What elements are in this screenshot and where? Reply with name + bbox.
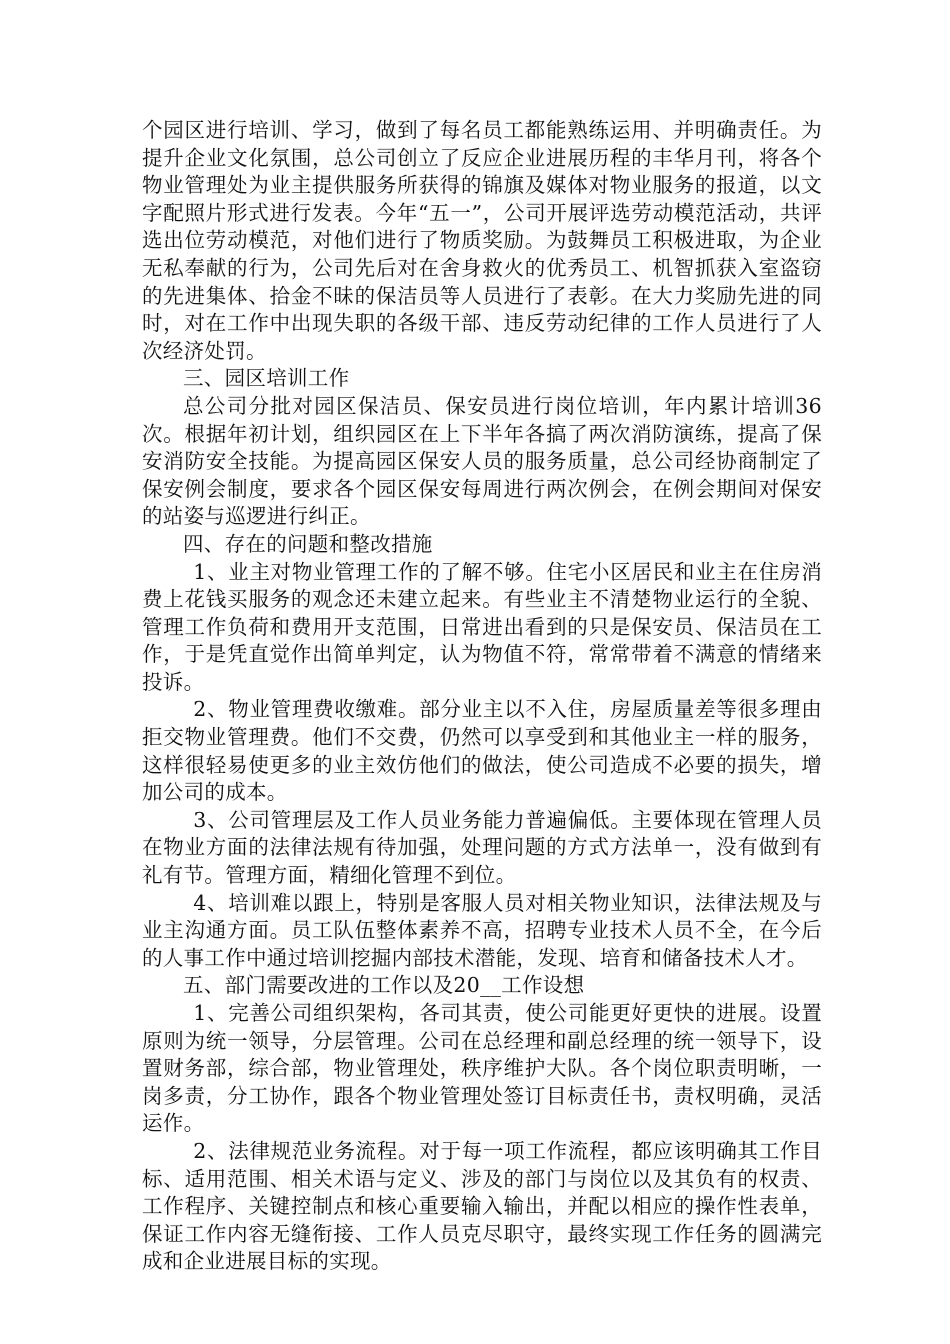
paragraph-training-continued: 个园区进行培训、学习，做到了每名员工都能熟练运用、并明确责任。为提升企业文化氛围，总公司创立了反应企业进展历程的丰华月刊，将各个物业管理处为业主提供服务所获得的锦旗及媒体对物业服务的报道，以文字配照片形式进行发表。今年“五一”，公司开展评选劳动模范活动，共评选出位劳动模范，对他们进行了物质奖励。为鼓舞员工积极进取，为企业无私奉献的行为，公司先后对在舍身救火的优秀员工、机智抓获入室盗窃的先进集体、拾金不昧的保洁员等人员进行了表彰。在大力奖励先进的同时，对在工作中出现失职的各级干部、违反劳动纪律的工作人员进行了人次经济处罚。	[142, 118, 822, 363]
paragraph-problem-2: 2、物业管理费收缴难。部分业主以不入住，房屋质量差等很多理由拒交物业管理费。他们不交费，仍然可以享受到和其他业主一样的服务，这样很轻易使更多的业主效仿他们的做法，使公司造成不必要的损失，增加公司的成本。	[142, 697, 822, 805]
paragraph-improvement-2: 2、法律规范业务流程。对于每一项工作流程，都应该明确其工作目标、适用范围、相关术语与定义、涉及的部门与岗位以及其负有的权责、工作程序、关键控制点和核心重要输入输出，并配以相应的操作性表单，保证工作内容无缝衔接、工作人员克尽职守，最终实现工作任务的圆满完成和企业进展目标的实现。	[142, 1138, 822, 1274]
paragraph-problem-4: 4、培训难以跟上，特别是客服人员对相关物业知识，法律法规及与业主沟通方面。员工队伍整体素养不高，招聘专业技术人员不全，在今后的人事工作中通过培训挖掘内部技术潜能，发现、培育和储备技术人才。	[142, 890, 822, 970]
heading-park-training: 三、园区培训工作	[183, 366, 350, 391]
heading-problems-measures: 四、存在的问题和整改措施	[183, 531, 433, 556]
paragraph-problem-3: 3、公司管理层及工作人员业务能力普遍偏低。主要体现在管理人员在物业方面的法律法规有待加强，处理问题的方式方法单一，没有做到有礼有节。管理方面，精细化管理不到位。	[142, 807, 822, 888]
document-page	[142, 117, 822, 1276]
heading-improvements-plans: 五、部门需要改进的工作以及20__工作设想	[183, 973, 585, 998]
paragraph-improvement-1: 1、完善公司组织架构，各司其责，使公司能更好更快的进展。设置原则为统一领导，分层管理。公司在总经理和副总经理的统一领导下，设置财务部，综合部，物业管理处，秩序维护大队。各个岗位职责明晰，一岗多责，分工协作，跟各个物业管理处签订目标责任书，责权明确，灵活运作。	[142, 1001, 822, 1136]
paragraph-problem-1: 1、业主对物业管理工作的了解不够。住宅小区居民和业主在住房消费上花钱买服务的观念还未建立起来。有些业主不清楚物业运行的全貌、管理工作负荷和费用开支范围，日常进出看到的只是保安员、保洁员在工作，于是凭直觉作出简单判定，认为物值不符，常常带着不满意的情绪来投诉。	[142, 559, 822, 694]
paragraph-park-training: 总公司分批对园区保洁员、保安员进行岗位培训，年内累计培训36次。根据年初计划，组织园区在上下半年各搞了两次消防演练，提高了保安消防安全技能。为提高园区保安人员的服务质量，总公司经协商制定了保安例会制度，要求各个园区保安每周进行两次例会，在例会期间对保安的站姿与巡逻进行纠正。	[142, 393, 822, 529]
